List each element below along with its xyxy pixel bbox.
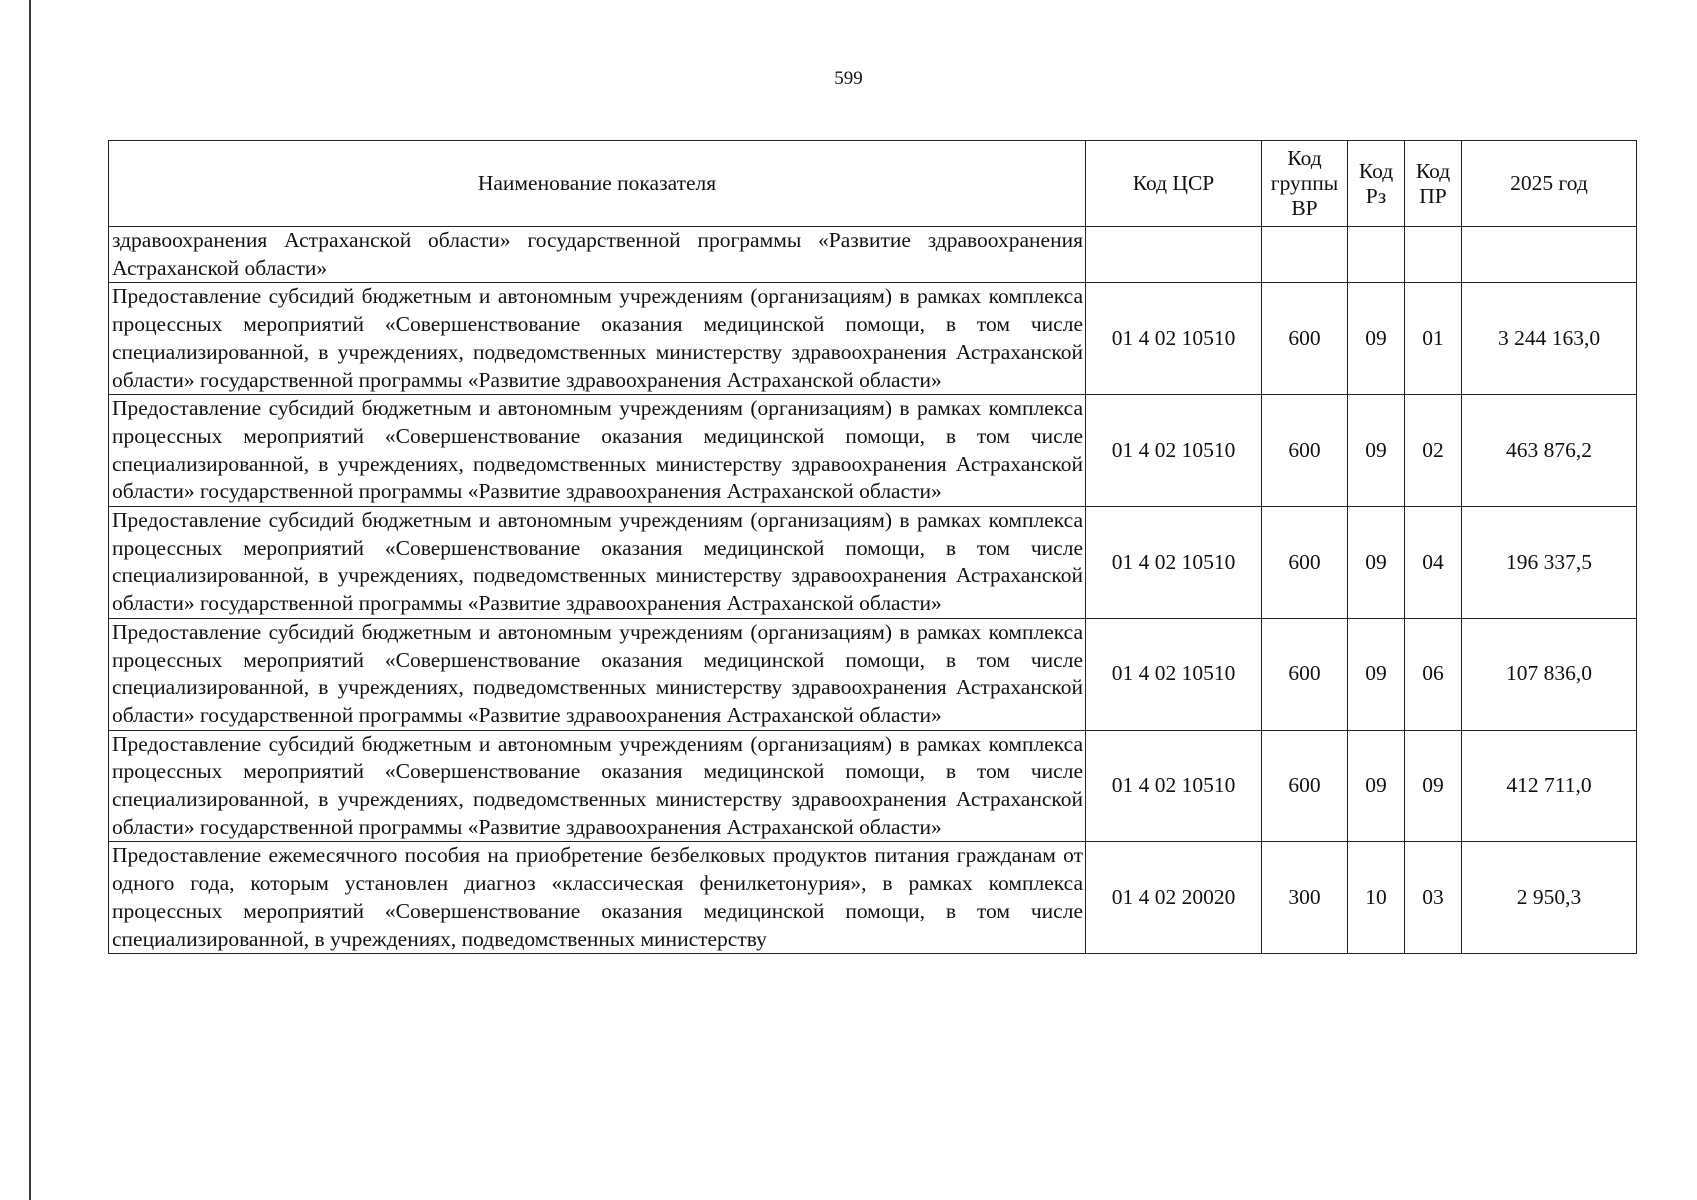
header-name: Наименование показателя xyxy=(109,141,1086,227)
row-pr: 09 xyxy=(1405,730,1462,842)
row-name: Предоставление субсидий бюджетным и автономным учреждениям (организациям) в рамках комплекса процессных мероприятий «Совершенствование оказания медицинской помощи, в том числе специализированной, в учреждениях, подведомственных министерству здравоохранения Астраханской области» государственной программы «Развитие здравоохранения Астраханской области» xyxy=(109,618,1086,730)
table-row xyxy=(109,283,1637,395)
row-rz xyxy=(1348,227,1405,283)
header-vr: Код группы ВР xyxy=(1262,141,1348,227)
row-amount: 196 337,5 xyxy=(1462,507,1637,619)
row-name: Предоставление субсидий бюджетным и автономным учреждениям (организациям) в рамках комплекса процессных мероприятий «Совершенствование оказания медицинской помощи, в том числе специализированной, в учреждениях, подведомственных министерству здравоохранения Астраханской области» государственной программы «Развитие здравоохранения Астраханской области» xyxy=(109,283,1086,395)
table-row xyxy=(109,842,1637,954)
row-vr: 600 xyxy=(1262,618,1348,730)
table-row xyxy=(109,730,1637,842)
row-csr: 01 4 02 20020 xyxy=(1086,842,1262,954)
row-csr: 01 4 02 10510 xyxy=(1086,507,1262,619)
row-csr: 01 4 02 10510 xyxy=(1086,395,1262,507)
row-amount: 2 950,3 xyxy=(1462,842,1637,954)
row-vr xyxy=(1262,227,1348,283)
header-year: 2025 год xyxy=(1462,141,1637,227)
row-rz: 10 xyxy=(1348,842,1405,954)
row-vr: 600 xyxy=(1262,507,1348,619)
row-amount: 463 876,2 xyxy=(1462,395,1637,507)
table-row xyxy=(109,227,1637,283)
row-name: Предоставление ежемесячного пособия на приобретение безбелковых продуктов питания гражданам от одного года, которым установлен диагноз «классическая фенилкетонурия», в рамках комплекса процессных мероприятий «Совершенствование оказания медицинской помощи, в том числе специализированной, в учреждениях, подведомственных министерству xyxy=(109,842,1086,954)
row-rz: 09 xyxy=(1348,618,1405,730)
row-name: Предоставление субсидий бюджетным и автономным учреждениям (организациям) в рамках комплекса процессных мероприятий «Совершенствование оказания медицинской помощи, в том числе специализированной, в учреждениях, подведомственных министерству здравоохранения Астраханской области» государственной программы «Развитие здравоохранения Астраханской области» xyxy=(109,507,1086,619)
row-amount: 3 244 163,0 xyxy=(1462,283,1637,395)
row-pr: 02 xyxy=(1405,395,1462,507)
row-vr: 600 xyxy=(1262,730,1348,842)
row-vr: 300 xyxy=(1262,842,1348,954)
row-vr: 600 xyxy=(1262,395,1348,507)
row-csr: 01 4 02 10510 xyxy=(1086,618,1262,730)
row-name: здравоохранения Астраханской области» государственной программы «Развитие здравоохранения Астраханской области» xyxy=(109,227,1086,283)
row-rz: 09 xyxy=(1348,283,1405,395)
table-row xyxy=(109,395,1637,507)
table-row xyxy=(109,618,1637,730)
row-csr: 01 4 02 10510 xyxy=(1086,283,1262,395)
header-pr: Код ПР xyxy=(1405,141,1462,227)
row-pr: 06 xyxy=(1405,618,1462,730)
header-csr: Код ЦСР xyxy=(1086,141,1262,227)
row-name: Предоставление субсидий бюджетным и автономным учреждениям (организациям) в рамках комплекса процессных мероприятий «Совершенствование оказания медицинской помощи, в том числе специализированной, в учреждениях, подведомственных министерству здравоохранения Астраханской области» государственной программы «Развитие здравоохранения Астраханской области» xyxy=(109,395,1086,507)
row-amount: 412 711,0 xyxy=(1462,730,1637,842)
row-amount: 107 836,0 xyxy=(1462,618,1637,730)
budget-table xyxy=(108,140,1637,954)
row-pr xyxy=(1405,227,1462,283)
table-header-row xyxy=(109,141,1637,227)
row-pr: 04 xyxy=(1405,507,1462,619)
page-margin-line xyxy=(29,0,31,1200)
header-rz: Код Рз xyxy=(1348,141,1405,227)
row-rz: 09 xyxy=(1348,730,1405,842)
row-vr: 600 xyxy=(1262,283,1348,395)
row-csr: 01 4 02 10510 xyxy=(1086,730,1262,842)
row-pr: 01 xyxy=(1405,283,1462,395)
row-csr xyxy=(1086,227,1262,283)
table-row xyxy=(109,507,1637,619)
row-amount xyxy=(1462,227,1637,283)
page-number: 599 xyxy=(834,68,863,89)
row-pr: 03 xyxy=(1405,842,1462,954)
row-name: Предоставление субсидий бюджетным и автономным учреждениям (организациям) в рамках комплекса процессных мероприятий «Совершенствование оказания медицинской помощи, в том числе специализированной, в учреждениях, подведомственных министерству здравоохранения Астраханской области» государственной программы «Развитие здравоохранения Астраханской области» xyxy=(109,730,1086,842)
row-rz: 09 xyxy=(1348,507,1405,619)
row-rz: 09 xyxy=(1348,395,1405,507)
